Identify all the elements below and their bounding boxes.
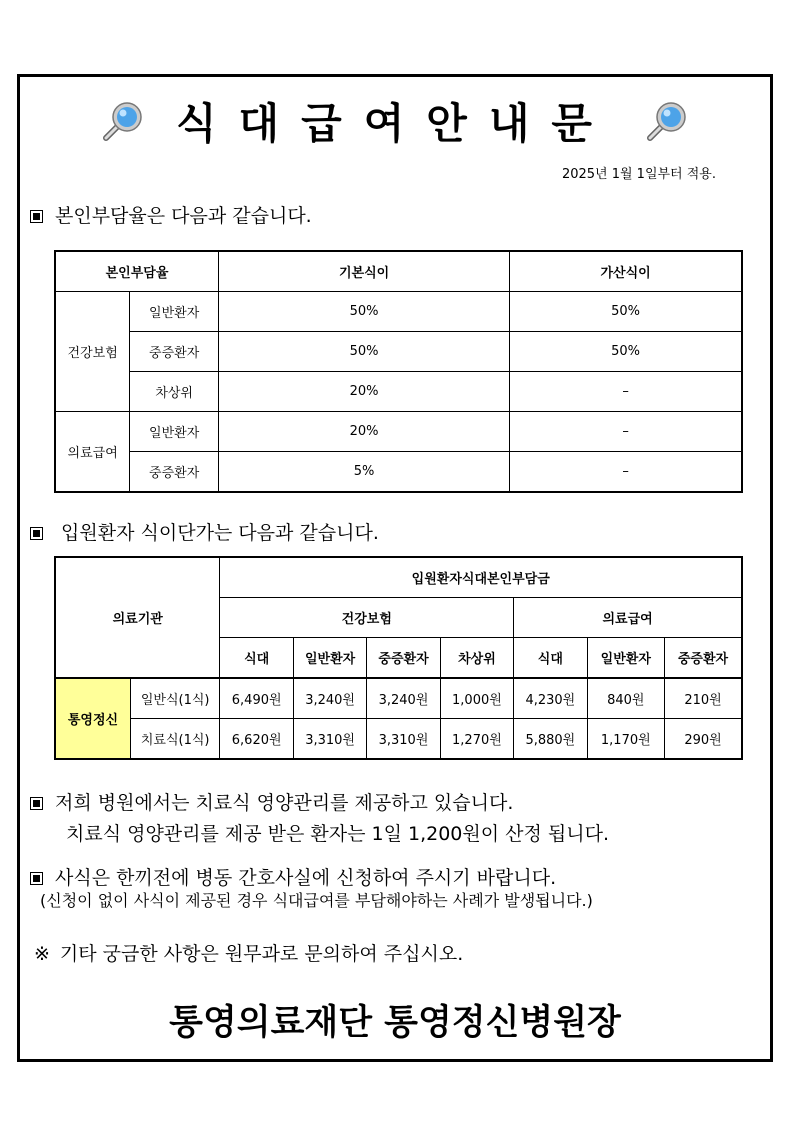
notice-frame (17, 74, 773, 1062)
table-cell: 20% (219, 372, 510, 412)
note3-text: 기타 궁금한 사항은 원무과로 문의하여 주십시오. (59, 943, 464, 965)
note1-line1-text: 저희 병원에서는 치료식 영양관리를 제공하고 있습니다. (55, 792, 514, 814)
square-bullet-icon (30, 797, 43, 810)
group-label: 건강보험 (55, 292, 130, 412)
note2-line1 (30, 863, 556, 890)
table-header: 가산식이 (510, 251, 742, 292)
table-cell: 3,240원 (367, 678, 440, 719)
table-cell: 3,310원 (293, 719, 366, 760)
row-label: 치료식(1식) (130, 719, 220, 760)
table-cell: 1,170원 (587, 719, 664, 760)
table-cell: 5% (219, 452, 510, 493)
table-cell: 3,240원 (293, 678, 366, 719)
sub-header: 일반환자 (587, 638, 664, 679)
group-header: 의료급여 (514, 598, 742, 638)
magnifier-icon (644, 98, 690, 144)
institution-cell: 통영정신 (55, 678, 130, 759)
page-title: 식대급여안내문 (175, 99, 614, 148)
sub-header: 식대 (514, 638, 587, 679)
section2-heading-text: 입원환자 식이단가는 다음과 같습니다. (61, 522, 379, 544)
table-cell: 210원 (665, 678, 743, 719)
sub-header: 일반환자 (293, 638, 366, 679)
table-header: 기본식이 (219, 251, 510, 292)
group-label: 의료급여 (55, 412, 130, 493)
table-cell: 50% (219, 332, 510, 372)
table-cell: 6,490원 (220, 678, 293, 719)
table-cell: – (510, 372, 742, 412)
row-label: 중증환자 (130, 452, 219, 493)
note3 (34, 939, 463, 966)
table-cell: 840원 (587, 678, 664, 719)
table-cell: – (510, 412, 742, 452)
title-row (20, 93, 770, 149)
effective-date: 2025년 1월 1일부터 적용. (561, 167, 716, 182)
hospital-signature: 통영의료재단 통영정신병원장 (169, 1003, 621, 1043)
table-cell: 20% (219, 412, 510, 452)
section1-heading-text: 본인부담율은 다음과 같습니다. (55, 205, 312, 227)
square-bullet-icon (30, 210, 43, 223)
table-cell: 3,310원 (367, 719, 440, 760)
row-label: 중증환자 (130, 332, 219, 372)
copay-rate-table (54, 250, 743, 493)
group-header: 건강보험 (220, 598, 514, 638)
note1-line2: 치료식 영양관리를 제공 받은 환자는 1일 1,200원이 산정 됩니다. (66, 823, 609, 845)
row-label: 일반환자 (130, 412, 219, 452)
note2-line2: (신청이 없이 사식이 제공된 경우 식대급여를 부담해야하는 사례가 발생됩니다.) (40, 891, 593, 910)
reference-mark: ※ (34, 943, 50, 965)
table-cell: 50% (219, 292, 510, 332)
square-bullet-icon (30, 872, 43, 885)
section2-heading (30, 518, 379, 545)
table-cell: 50% (510, 332, 742, 372)
table-header: 본인부담율 (55, 251, 219, 292)
sub-header: 중증환자 (665, 638, 743, 679)
table-cell: – (510, 452, 742, 493)
note1-line1 (30, 788, 513, 815)
row-label: 차상위 (130, 372, 219, 412)
note2-line1-text: 사식은 한끼전에 병동 간호사실에 신청하여 주시기 바랍니다. (55, 867, 557, 889)
table-cell: 6,620원 (220, 719, 293, 760)
row-label: 일반환자 (130, 292, 219, 332)
magnifier-icon (100, 98, 146, 144)
table-cell: 290원 (665, 719, 743, 760)
table-cell: 5,880원 (514, 719, 587, 760)
table-cell: 1,270원 (440, 719, 513, 760)
corner-header: 의료기관 (55, 557, 220, 678)
table-cell: 50% (510, 292, 742, 332)
section1-heading (30, 201, 312, 228)
sub-header: 식대 (220, 638, 293, 679)
table-cell: 4,230원 (514, 678, 587, 719)
table-cell: 1,000원 (440, 678, 513, 719)
sub-header: 차상위 (440, 638, 513, 679)
sub-header: 중증환자 (367, 638, 440, 679)
meal-price-table (54, 556, 743, 760)
row-label: 일반식(1식) (130, 678, 220, 719)
top-header: 입원환자식대본인부담금 (220, 557, 742, 598)
square-bullet-icon (30, 527, 43, 540)
